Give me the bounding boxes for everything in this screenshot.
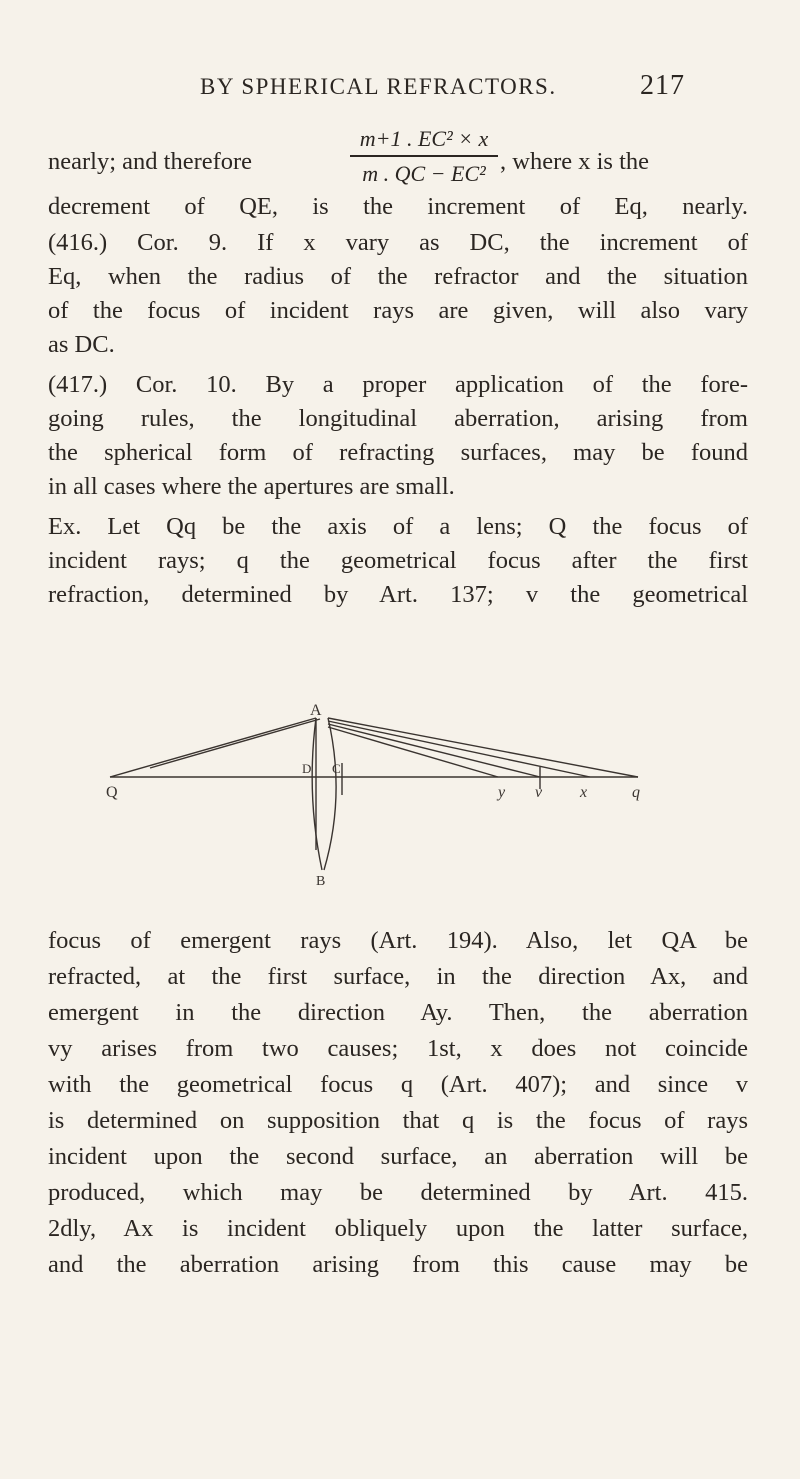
label-C: C <box>332 761 341 776</box>
text-line: vy arises from two causes; 1st, x does not coincide <box>48 1035 748 1062</box>
running-title: BY SPHERICAL REFRACTORS. <box>200 74 557 99</box>
label-A: A <box>310 702 322 719</box>
page-header <box>200 70 700 101</box>
formula-prefix: nearly; and therefore <box>48 148 253 175</box>
label-q: q <box>632 784 640 801</box>
refracted-ray-3 <box>328 724 540 777</box>
label-B: B <box>316 874 326 889</box>
incident-ray <box>110 718 316 777</box>
text-line: 2dly, Ax is incident obliquely upon the latter surface, <box>48 1215 748 1242</box>
label-Q: Q <box>106 784 118 801</box>
text-line: the spherical form of refracting surfaces, may be found <box>48 439 748 466</box>
fraction-numerator: m+1 . EC² × x <box>359 126 489 151</box>
text-line: produced, which may be determined by Art. 415. <box>48 1179 748 1206</box>
text-line: (417.) Cor. 10. By a proper application of the fore- <box>48 371 748 398</box>
text-line: decrement of QE, is the increment of Eq, nearly. <box>48 193 748 220</box>
text-line: (416.) Cor. 9. If x vary as DC, the increment of <box>48 229 748 256</box>
formula-line <box>48 124 748 194</box>
label-x: x <box>580 784 588 801</box>
lens-diagram <box>106 702 670 889</box>
text-line: Eq, when the radius of the refractor and the situation <box>48 263 748 290</box>
text-line: refraction, determined by Art. 137; v the geometrical <box>48 581 748 608</box>
refracted-ray-2 <box>328 721 590 777</box>
text-line: as DC. <box>48 331 115 358</box>
fraction <box>350 124 498 189</box>
text-line: incident rays; q the geometrical focus after the first <box>48 547 748 574</box>
text-line: focus of emergent rays (Art. 194). Also, let QA be <box>48 927 748 954</box>
label-v: v <box>535 784 543 801</box>
text-line: Ex. Let Qq be the axis of a lens; Q the focus of <box>48 513 748 540</box>
text-line: of the focus of incident rays are given, will also vary <box>48 297 748 324</box>
label-y: y <box>498 784 506 801</box>
text-line: in all cases where the apertures are small. <box>48 473 455 500</box>
formula-suffix: , where x is the <box>500 148 649 175</box>
text-line: and the aberration arising from this cause may be <box>48 1251 748 1278</box>
label-D: D <box>302 761 312 776</box>
lens-first-surface <box>312 718 322 870</box>
text-line: is determined on supposition that q is the focus of rays <box>48 1107 748 1134</box>
refracted-ray-1 <box>328 718 638 777</box>
fraction-denominator: m . QC − EC² <box>362 160 486 186</box>
lens-diagram-svg <box>106 702 670 889</box>
page-number: 217 <box>640 70 685 101</box>
incident-ray-shadow <box>150 719 320 768</box>
lens-second-surface <box>324 718 336 870</box>
fraction-bar <box>350 155 498 157</box>
text-line: going rules, the longitudinal aberration, arising from <box>48 405 748 432</box>
text-line: incident upon the second surface, an aberration will be <box>48 1143 748 1170</box>
text-line: emergent in the direction Ay. Then, the aberration <box>48 999 748 1026</box>
text-line: refracted, at the first surface, in the direction Ax, and <box>48 963 748 990</box>
text-line: with the geometrical focus q (Art. 407); and since v <box>48 1071 748 1098</box>
